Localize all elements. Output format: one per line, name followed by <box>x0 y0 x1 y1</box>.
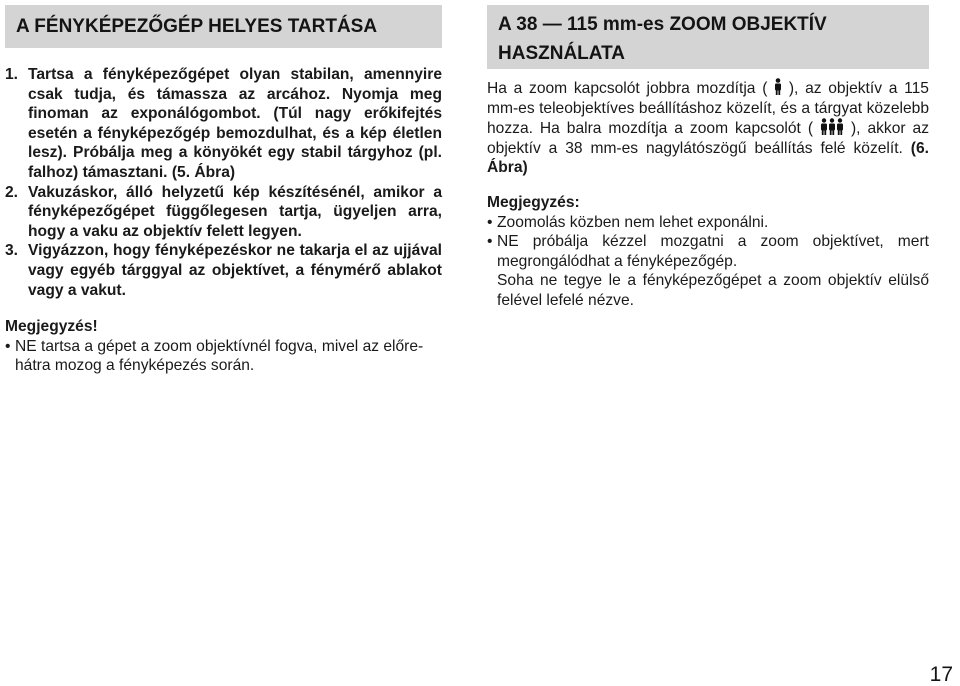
item-text: Vakuzáskor, álló helyzetű kép készítésénél, amikor a fényképezőgépet függőlegesen tartja, ügyeljen arra, hogy a vaku az objektív felett legyen. <box>28 183 442 240</box>
paragraph-text: Ha a zoom kapcsolót jobbra mozdítja ( <box>487 80 768 97</box>
instructions-list <box>5 65 442 300</box>
zoom-paragraph <box>487 78 929 178</box>
list-item <box>5 241 442 300</box>
note-heading: Megjegyzés: <box>487 193 580 211</box>
bullet-mark: • <box>487 213 493 231</box>
left-column <box>5 5 442 376</box>
bullet-mark: • <box>5 337 11 355</box>
item-number: 2. <box>5 183 19 201</box>
note-text: NE tartsa a gépet a zoom objektívnél fogva, mivel az előre-hátra mozog a fényképezés során. <box>15 337 424 375</box>
item-text: Tartsa a fényképezőgépet olyan stabilan, amennyire csak tudja, és támassza az arcához. Nyomja meg finoman az exponálógombot. (Túl nagy erőkifejtés esetén a fényképezőgép bemozdulhat, és a kép életlen lesz). Próbálja meg a könyökét egy stabil tárgyhoz (pl. falhoz) támasztani. (5. Ábra) <box>28 66 442 181</box>
note-item <box>5 337 442 376</box>
note-text: Zoomolás közben nem lehet exponálni. <box>497 213 769 231</box>
page-number: 17 <box>929 663 953 686</box>
note-item <box>487 213 929 233</box>
item-number: 3. <box>5 242 19 260</box>
tele-figure-icon <box>774 78 782 95</box>
note-heading: Megjegyzés! <box>5 318 98 336</box>
section-title: A FÉNYKÉPEZŐGÉP HELYES TARTÁSA <box>5 5 442 48</box>
bullet-mark: • <box>487 233 493 251</box>
item-text: Vigyázzon, hogy fényképezéskor ne takarja el az ujjával vagy egyéb tárggyal az objektívet, a fénymérő ablakot vagy a vakut. <box>28 242 442 299</box>
wide-figures-icon <box>820 118 844 135</box>
paragraph-text: ), akkor az objektív a 38 mm-es nagylátószögű beállítás felé közelít. <box>487 120 930 157</box>
section-title: A 38 — 115 mm-es ZOOM OBJEKTÍV HASZNÁLATA <box>487 5 929 69</box>
list-item <box>5 183 442 242</box>
note-extra-text: Soha ne tegye le a fényképezőgépet a zoom objektív elülső felével lefelé nézve. <box>497 272 929 309</box>
item-number: 1. <box>5 66 19 83</box>
right-column <box>487 5 929 311</box>
list-item <box>5 65 442 183</box>
note-item <box>487 232 929 271</box>
note-text: NE próbálja kézzel mozgatni a zoom objektívet, mert megrongálódhat a fényképezőgép. <box>497 233 929 270</box>
figure-reference: (6. Ábra) <box>487 139 929 177</box>
paragraph-text: ), az objektív a 115 mm-es teleobjektíves beállításhoz közelít, és a tárgyat közelebb hozza. Ha balra mozdítja a zoom kapcsolót ( <box>487 80 929 138</box>
